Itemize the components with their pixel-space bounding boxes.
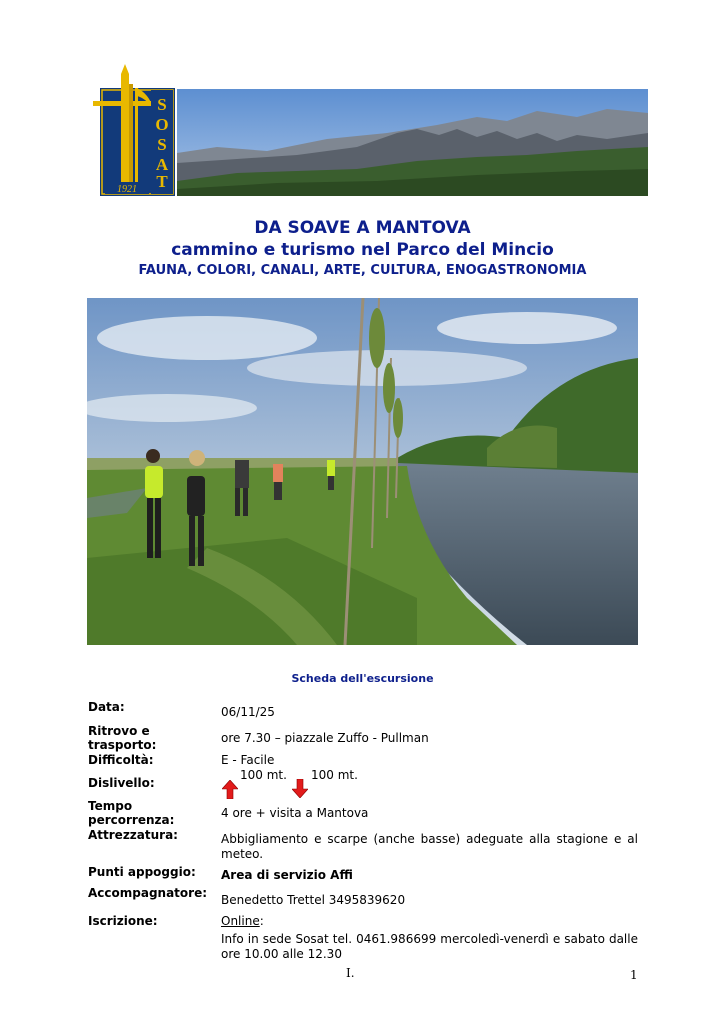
logo-letter: A	[155, 155, 169, 174]
logo-letter: T	[156, 172, 168, 191]
label-tempo: Tempo percorrenza:	[88, 799, 175, 827]
label-accompagnatore: Accompagnatore:	[88, 886, 208, 900]
river-walk-photo	[87, 298, 638, 645]
label-difficolta: Difficoltà:	[88, 753, 154, 767]
value-tempo: 4 ore + visita a Mantova	[221, 806, 369, 820]
page-subtitle: cammino e turismo nel Parco del Mincio	[171, 240, 554, 260]
online-link-suffix: :	[259, 914, 264, 928]
value-attrezzatura: Abbigliamento e scarpe (anche basse) adeguate alla stagione e al meteo.	[221, 832, 638, 861]
logo-letter: O	[155, 115, 169, 134]
label-iscrizione: Iscrizione:	[88, 914, 158, 928]
logo-letter: S	[157, 95, 167, 114]
online-link[interactable]: Online	[221, 914, 260, 928]
value-iscrizione-info: Info in sede Sosat tel. 0461.986699 mercoledì-venerdì e sabato dalle ore 10.00 alle 12.30	[221, 932, 638, 961]
label-ritrovo: Ritrovo e trasporto:	[88, 724, 157, 752]
value-punti: Area di servizio Affi	[221, 868, 353, 882]
page-tagline: FAUNA, COLORI, CANALI, ARTE, CULTURA, ENOGASTRONOMIA	[138, 263, 587, 278]
value-dislivello-down: 100 mt.	[311, 768, 358, 782]
logo-letter: S	[157, 135, 167, 154]
arrow-down-icon	[292, 779, 308, 798]
value-accompagnatore: Benedetto Trettel 3495839620	[221, 893, 406, 907]
iscrizione-line	[221, 914, 264, 929]
label-dislivello: Dislivello:	[88, 776, 155, 790]
label-data: Data:	[88, 700, 125, 714]
scheda-title: Scheda dell'escursione	[291, 672, 434, 685]
label-attrezzatura: Attrezzatura:	[88, 828, 178, 842]
mountain-banner-image	[177, 89, 648, 196]
value-data: 06/11/25	[221, 705, 275, 719]
page-number: 1	[630, 968, 638, 982]
value-ritrovo: ore 7.30 – piazzale Zuffo - Pullman	[221, 731, 429, 745]
value-difficolta: E - Facile	[221, 753, 275, 767]
page-title: DA SOAVE A MANTOVA	[254, 218, 471, 238]
footer-mark: I.	[346, 966, 355, 980]
arrow-up-icon	[222, 780, 238, 799]
label-punti: Punti appoggio:	[88, 865, 196, 879]
value-dislivello-up: 100 mt.	[240, 768, 287, 782]
sosat-logo	[91, 64, 177, 196]
svg-text:1921: 1921	[117, 184, 137, 195]
